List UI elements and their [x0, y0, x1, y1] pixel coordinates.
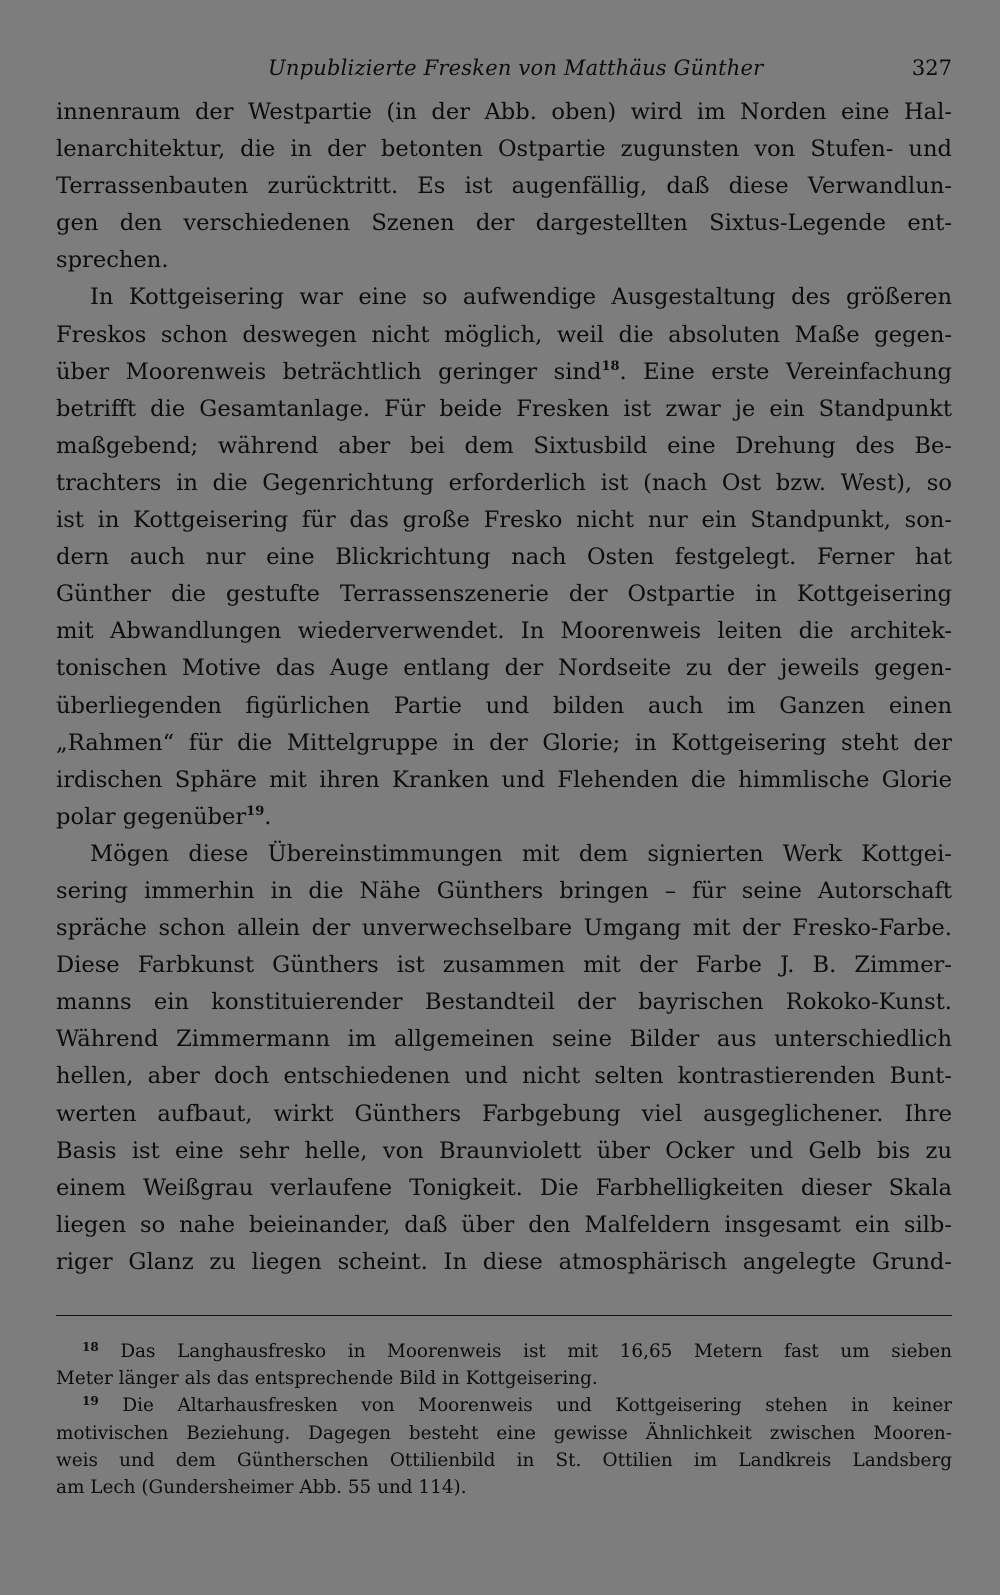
- text-line: tonischen Motive das Auge entlang der Nordseite zu der jeweils gegen-: [56, 655, 952, 682]
- text-line: betrifft die Gesamtanlage. Für beide Fresken ist zwar je ein Standpunkt: [56, 395, 952, 422]
- text-line-with-footnote-ref: [56, 799, 952, 836]
- footnote-text: Die Altarhausfresken von Moorenweis und Kottgeisering stehen in keiner: [122, 1395, 952, 1417]
- text-segment: .: [264, 803, 272, 830]
- footnote-ref-19: 19: [246, 803, 265, 819]
- text-line: liegen so nahe beieinander, daß über den Malfeldern insgesamt ein silb-: [56, 1211, 952, 1238]
- footnote-text-line: Meter länger als das entsprechende Bild in Kottgeisering.: [56, 1368, 598, 1390]
- text-line: Freskos schon deswegen nicht möglich, weil die absoluten Maße gegen-: [56, 321, 952, 348]
- text-line: spräche schon allein der unverwechselbare Umgang mit der Fresko-Farbe.: [56, 915, 952, 942]
- text-line: gen den verschiedenen Szenen der dargestellten Sixtus-Legende ent-: [56, 210, 952, 237]
- text-line: maßgebend; während aber bei dem Sixtusbild eine Drehung des Be-: [56, 432, 952, 459]
- text-line: Während Zimmermann im allgemeinen seine Bilder aus unterschiedlich: [56, 1026, 952, 1053]
- text-line-with-footnote-ref: [56, 354, 952, 391]
- text-line: dern auch nur eine Blickrichtung nach Osten festgelegt. Ferner hat: [56, 544, 952, 571]
- text-line: ist in Kottgeisering für das große Fresko nicht nur ein Standpunkt, son-: [56, 507, 952, 534]
- footnote-mark-19: 19: [82, 1394, 99, 1409]
- book-page: [56, 52, 952, 1501]
- text-line: Mögen diese Übereinstimmungen mit dem signierten Werk Kottgei-: [90, 840, 952, 867]
- text-segment: . Eine erste Vereinfachung: [619, 358, 952, 385]
- footnote-text-line: motivischen Beziehung. Dagegen besteht eine gewisse Ähnlichkeit zwischen Mooren-: [56, 1422, 952, 1444]
- text-line: werten aufbaut, wirkt Günthers Farbgebung viel ausgeglichener. Ihre: [56, 1100, 952, 1127]
- text-line: sering immerhin in die Nähe Günthers bringen – für seine Autorschaft: [56, 877, 952, 904]
- body-text: [56, 94, 952, 1281]
- footnote-text-line: weis und dem Güntherschen Ottilienbild in St. Ottilien im Landkreis Landsberg: [56, 1449, 952, 1471]
- text-line: irdischen Sphäre mit ihren Kranken und Flehenden die himmlische Glorie: [56, 766, 952, 793]
- footnote-ref-18: 18: [601, 358, 620, 374]
- text-line: Diese Farbkunst Günthers ist zusammen mit der Farbe J. B. Zimmer-: [56, 952, 952, 979]
- footnote-18: [56, 1338, 952, 1365]
- text-line: Günther die gestufte Terrassenszenerie der Ostpartie in Kottgeisering: [56, 581, 952, 608]
- text-line: trachters in die Gegenrichtung erforderlich ist (nach Ost bzw. West), so: [56, 469, 952, 496]
- text-line: Basis ist eine sehr helle, von Braunviolett über Ocker und Gelb bis zu: [56, 1137, 952, 1164]
- text-line: In Kottgeisering war eine so aufwendige Ausgestaltung des größeren: [90, 284, 952, 311]
- text-line: Terrassenbauten zurücktritt. Es ist augenfällig, daß diese Verwandlun-: [56, 173, 952, 200]
- text-line: sprechen.: [56, 247, 169, 274]
- footnotes: [56, 1338, 952, 1501]
- footnote-divider: [56, 1315, 952, 1316]
- text-line: „Rahmen“ für die Mittelgruppe in der Glorie; in Kottgeisering steht der: [56, 729, 952, 756]
- text-line: lenarchitektur, die in der betonten Ostpartie zugunsten von Stufen- und: [56, 136, 952, 163]
- text-line: riger Glanz zu liegen scheint. In diese atmosphärisch angelegte Grund-: [56, 1248, 952, 1275]
- footnote-text: Das Langhausfresko in Moorenweis ist mit 16,65 Metern fast um sieben: [120, 1341, 952, 1362]
- text-line: mit Abwandlungen wiederverwendet. In Moorenweis leiten die architek-: [56, 618, 952, 645]
- page-number: 327: [911, 56, 952, 80]
- text-line: manns ein konstituierender Bestandteil der bayrischen Rokoko-Kunst.: [56, 989, 952, 1016]
- text-line: überliegenden figürlichen Partie und bilden auch im Ganzen einen: [56, 692, 952, 719]
- footnote-mark-18: 18: [82, 1340, 99, 1354]
- text-line: einem Weißgrau verlaufene Tonigkeit. Die Farbhelligkeiten dieser Skala: [56, 1174, 952, 1201]
- page-header: [56, 52, 952, 94]
- text-segment: über Moorenweis beträchtlich geringer sind: [56, 358, 602, 385]
- text-line: innenraum der Westpartie (in der Abb. oben) wird im Norden eine Hal-: [56, 99, 952, 125]
- footnote-19: [56, 1392, 952, 1419]
- running-title: Unpublizierte Fresken von Matthäus Günther: [268, 56, 764, 80]
- text-line: hellen, aber doch entschiedenen und nicht selten kontrastierenden Bunt-: [56, 1063, 952, 1090]
- text-segment: polar gegenüber: [56, 803, 247, 830]
- footnote-text-line: am Lech (Gundersheimer Abb. 55 und 114).: [56, 1477, 467, 1499]
